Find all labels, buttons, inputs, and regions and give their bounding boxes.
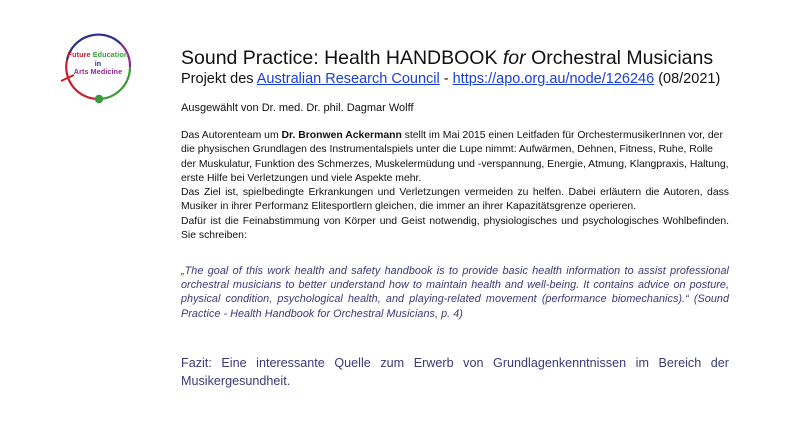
p1-author: Dr. Bronwen Ackermann [281, 130, 402, 141]
future-education-logo [58, 27, 138, 107]
logo-word-education: Education [90, 50, 129, 59]
subtitle-prefix: Projekt des [181, 71, 257, 87]
paragraph-2: Das Ziel ist, spielbedingte Erkrankungen und Verletzungen vermeiden zu helfen. Dabei erläutern die Autoren, dass Musiker in ihrer Performanz Elitesportlern gleichen, die immer an ihrer Kapazitätsgrenze operieren. [181, 187, 729, 213]
p1-rest: stellt im Mai 2015 einen Leitfaden für OrchestermusikerInnen vor, der die physischen Grundlagen des Instrumentalspiels unter die Lupe nimmt: Aufwärmen, Dehnen, Fitness, Ruhe, Rolle der Muskulatur, Funktion des Schmerzes, Muskelermüdung und -verspannung, Energie, Atmung, Klangpraxis, Haltung, erste Hilfe bei Verletzungen und viele Aspekte mehr. [181, 130, 729, 184]
logo-word-in: in [94, 58, 102, 68]
logo-word-arts-medicine: Arts Medicine [73, 67, 123, 77]
paragraph-3: Dafür ist die Feinabstimmung von Körper und Geist notwendig, physiologisches und psychologisches Wohlbefinden. Sie schreiben: [181, 215, 729, 242]
body-text [181, 129, 729, 243]
url-link[interactable]: https://apo.org.au/node/126246 [452, 71, 655, 87]
quote-block: „The goal of this work health and safety handbook is to provide basic health information to assist professional orchestral musicians to better understand how to maintain health and well-being. It contains advice on posture, physical condition, psychological health, and playing-related movement (performance biomechanics).“ (Sound Practice - Health Handbook for Orchestral Musicians, p. 4) [181, 265, 729, 320]
p1-prefix: Das Autorenteam um [181, 130, 282, 141]
subtitle-date: (08/2021) [654, 71, 721, 87]
page-title [181, 46, 713, 70]
title-part-1: Sound Practice: Health HANDBOOK [181, 47, 503, 69]
project-line [181, 70, 720, 89]
council-link[interactable]: Australian Research Council [256, 71, 440, 87]
paragraph-1 [181, 129, 729, 186]
logo-text [58, 51, 138, 77]
subtitle-separator: - [439, 71, 453, 87]
logo-word-future: Future [67, 50, 91, 59]
selected-by: Ausgewählt von Dr. med. Dr. phil. Dagmar Wolff [181, 102, 414, 114]
title-italic: for [502, 47, 526, 69]
conclusion: Fazit: Eine interessante Quelle zum Erwerb von Grundlagenkenntnissen im Bereich der Musikergesundheit. [181, 356, 729, 388]
title-part-2: Orchestral Musicians [525, 47, 714, 69]
